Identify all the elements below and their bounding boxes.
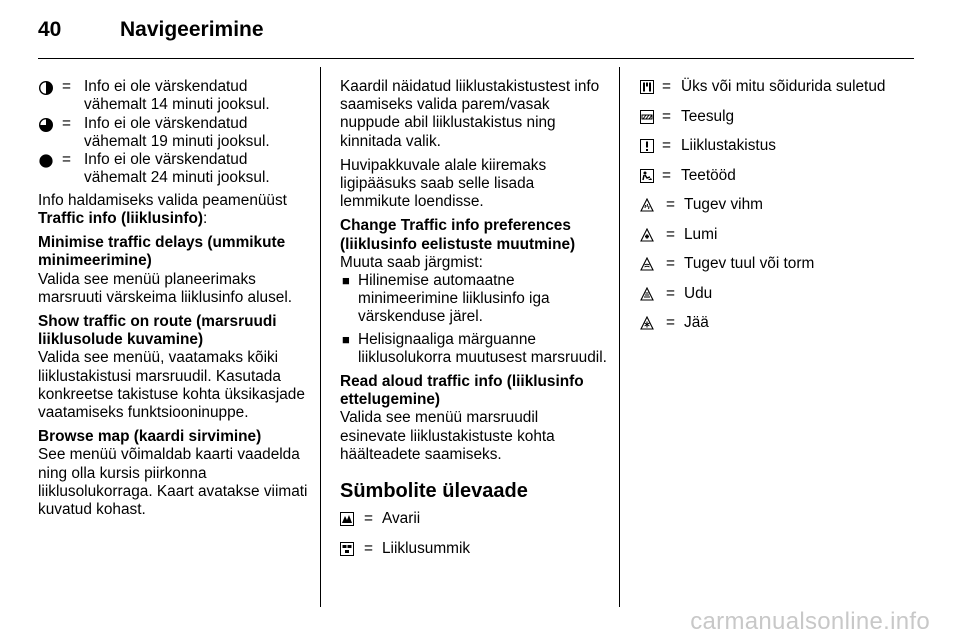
symbol-row bbox=[640, 314, 930, 344]
symbol-row bbox=[640, 78, 930, 108]
paragraph: Kaardil näidatud liiklustakistustest info saamiseks valida parem/vasak nuppude abil liiklustakistus ning kinnitada valik. bbox=[340, 78, 600, 150]
symbol-row bbox=[640, 255, 930, 285]
section-body: Valida see menüü, vaatamaks kõiki liiklustakistusi marsruudil. Kasutada konkreetse takistuse kohta üksikasjade vaatamiseks funktsiooninuppe. bbox=[38, 349, 305, 422]
roadworks-icon bbox=[640, 169, 654, 183]
symbol-label: Teetööd bbox=[681, 166, 736, 184]
symbol-row bbox=[640, 196, 930, 226]
equals-sign: = bbox=[666, 255, 675, 272]
symbol-row bbox=[640, 226, 930, 256]
equals-sign: = bbox=[62, 114, 71, 132]
section-body: Muuta saab järgmist: bbox=[340, 253, 483, 271]
bullet-list bbox=[340, 272, 608, 367]
symbol-row bbox=[340, 540, 608, 570]
symbol-row bbox=[640, 137, 930, 167]
column-divider-2 bbox=[619, 67, 620, 607]
three-quarter-circle-icon bbox=[38, 117, 54, 133]
symbol-label: Udu bbox=[684, 284, 713, 302]
symbol-label: Lumi bbox=[684, 225, 718, 243]
bullet-marker: ■ bbox=[342, 331, 350, 347]
legend-item bbox=[38, 78, 308, 115]
section-heading: Browse map (kaardi sirvimine) bbox=[38, 428, 262, 446]
bullet-text: Hilinemise automaatne minimeerimine liiklusinfo iga värskenduse järel. bbox=[358, 272, 550, 326]
symbol-label: Teesulg bbox=[681, 107, 735, 125]
column-3 bbox=[640, 78, 930, 344]
obstruction-icon bbox=[640, 139, 654, 153]
equals-sign: = bbox=[666, 196, 675, 213]
symbol-row bbox=[340, 510, 608, 540]
legend-text: Info ei ole värskendatud vähemalt 24 minuti jooksul. bbox=[84, 151, 270, 187]
symbol-label: Liiklusummik bbox=[382, 539, 471, 557]
header-divider bbox=[38, 58, 914, 59]
equals-sign: = bbox=[662, 166, 671, 184]
intro-paragraph bbox=[38, 192, 308, 228]
storm-icon bbox=[640, 257, 654, 271]
paragraph: Huvipakkuvale alale kiiremaks ligipääsuks saab selle lisada lemmikute loendisse. bbox=[340, 156, 547, 211]
equals-sign: = bbox=[666, 314, 675, 331]
section-heading: Minimise traffic delays (ummikute minimeerimine) bbox=[38, 234, 286, 270]
lanes-closed-icon bbox=[640, 80, 654, 94]
symbol-label: Avarii bbox=[382, 510, 421, 528]
traffic-jam-icon bbox=[340, 542, 354, 556]
ice-icon bbox=[640, 316, 654, 330]
symbols-section-title: Sümbolite ülevaade bbox=[340, 480, 528, 503]
section-body: See menüü võimaldab kaarti vaadelda ning olla kursis piirkonna liiklusolukorraga. Kaart avatakse viimati kuvatud kohast. bbox=[38, 446, 308, 519]
section-body: Valida see menüü planeerimaks marsruuti värskeima liiklusinfo alusel. bbox=[38, 270, 293, 306]
list-item bbox=[340, 272, 608, 327]
section-heading: Read aloud traffic info (liiklusinfo ettelugemine) bbox=[340, 373, 584, 409]
symbol-row bbox=[640, 167, 930, 197]
symbol-label: Liiklustakistus bbox=[681, 137, 776, 154]
intro-colon: : bbox=[203, 209, 208, 227]
section-heading: Change Traffic info preferences (liiklusinfo eelistuste muutmine) bbox=[340, 217, 576, 253]
equals-sign: = bbox=[666, 284, 675, 302]
road-closed-icon bbox=[640, 110, 654, 124]
equals-sign: = bbox=[662, 107, 671, 125]
column-divider-1 bbox=[320, 67, 321, 607]
equals-sign: = bbox=[666, 225, 675, 243]
section-heading: Show traffic on route (marsruudi liiklusolude kuvamine) bbox=[38, 313, 277, 349]
legend-item bbox=[38, 151, 308, 188]
legend-text: Info ei ole värskendatud vähemalt 19 minuti jooksul. bbox=[84, 114, 270, 150]
symbol-label: Tugev vihm bbox=[684, 196, 763, 213]
legend-text: Info ei ole värskendatud vähemalt 14 minuti jooksul. bbox=[84, 78, 270, 114]
symbol-row bbox=[640, 285, 930, 315]
page-header bbox=[38, 18, 918, 48]
list-item bbox=[340, 331, 608, 367]
page-number: 40 bbox=[38, 18, 62, 41]
section-body: Valida see menüü marsruudil esinevate liiklustakistuste kohta häälteadete saamiseks. bbox=[340, 409, 555, 463]
bullet-marker: ■ bbox=[342, 273, 350, 289]
column-2 bbox=[340, 78, 608, 569]
column-1 bbox=[38, 78, 308, 525]
snow-icon bbox=[640, 228, 654, 242]
filled-circle-icon bbox=[38, 153, 54, 169]
symbol-label: Jää bbox=[684, 314, 709, 331]
bullet-text: Helisignaaliga märguanne liiklusolukorra muutusest marsruudil. bbox=[358, 330, 607, 366]
accident-icon bbox=[340, 512, 354, 526]
equals-sign: = bbox=[62, 151, 71, 169]
half-filled-circle-icon bbox=[38, 80, 54, 96]
intro-menu-name: Traffic info (liiklusinfo) bbox=[38, 209, 204, 227]
page-title: Navigeerimine bbox=[120, 18, 264, 41]
heavy-rain-icon bbox=[640, 198, 654, 212]
legend-item bbox=[38, 115, 308, 152]
intro-text: Info haldamiseks valida peamenüüst bbox=[38, 191, 287, 209]
fog-icon bbox=[640, 287, 654, 301]
equals-sign: = bbox=[662, 137, 671, 154]
equals-sign: = bbox=[364, 510, 373, 528]
equals-sign: = bbox=[364, 539, 373, 557]
equals-sign: = bbox=[662, 78, 671, 95]
watermark: carmanualsonline.info bbox=[690, 608, 930, 635]
symbol-row bbox=[640, 108, 930, 138]
symbol-label: Üks või mitu sõidurida suletud bbox=[681, 78, 886, 95]
symbol-label: Tugev tuul või torm bbox=[684, 255, 815, 272]
equals-sign: = bbox=[62, 78, 71, 95]
